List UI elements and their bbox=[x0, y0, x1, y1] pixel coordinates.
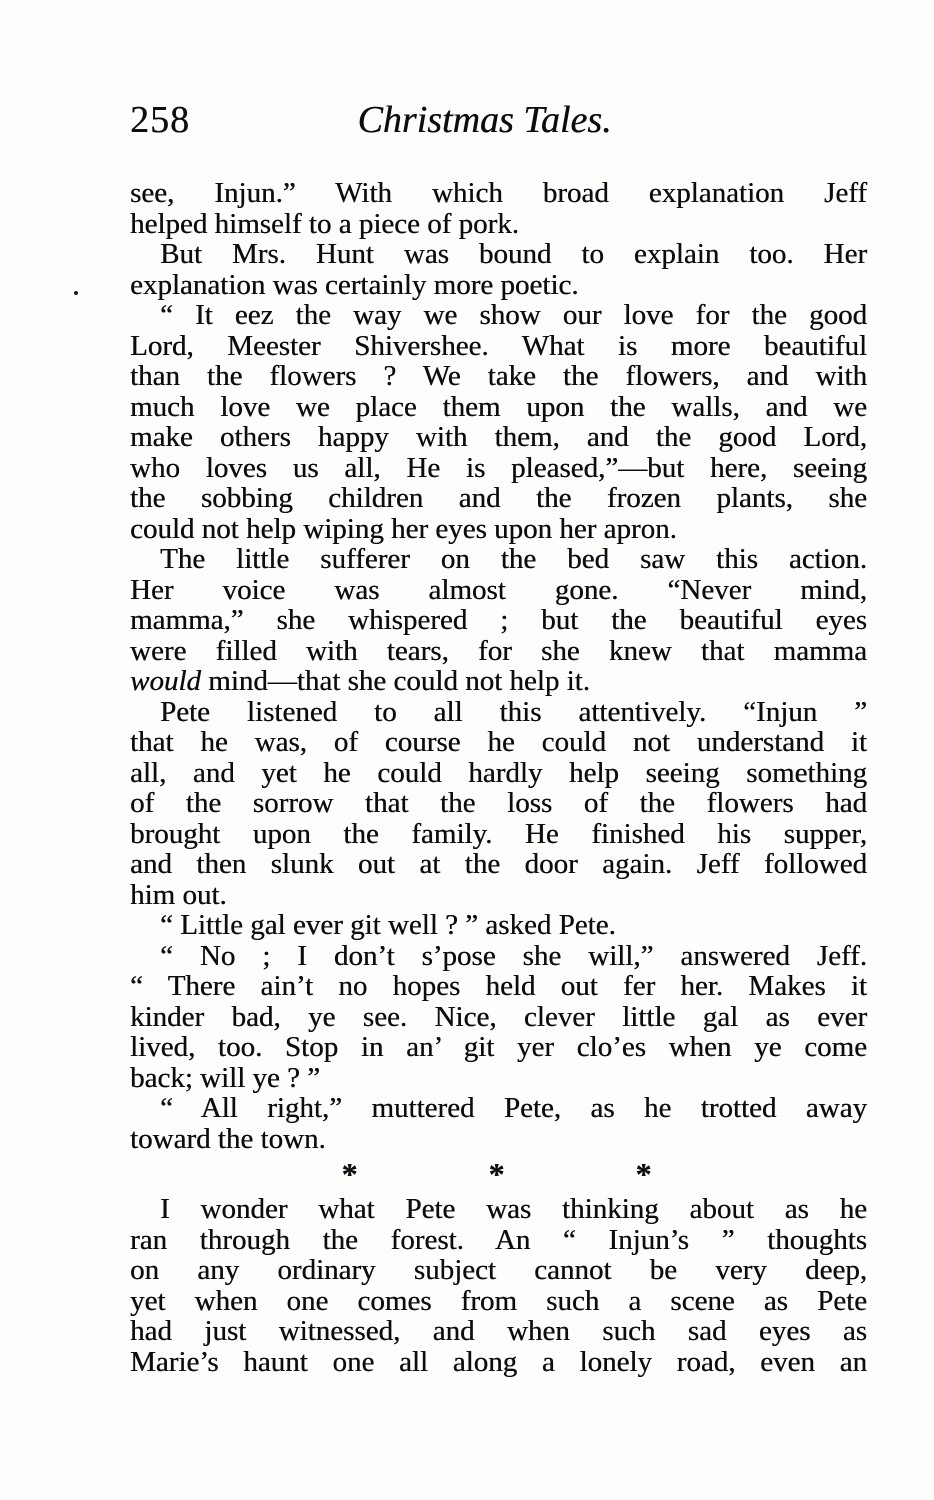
paragraph bbox=[130, 697, 867, 911]
text-line bbox=[130, 758, 867, 789]
paragraph bbox=[130, 941, 867, 1094]
text-segment: mind—that she could not help it. bbox=[200, 665, 590, 697]
text-line bbox=[130, 636, 867, 667]
scan-speck bbox=[74, 291, 78, 295]
text-line bbox=[130, 453, 867, 484]
text-line bbox=[130, 1032, 867, 1063]
paragraph bbox=[130, 1194, 867, 1377]
text-column bbox=[130, 178, 867, 1377]
text-segment: “ It eez the way we show our love for the good bbox=[160, 299, 867, 331]
text-segment: all, and yet he could hardly help seeing something bbox=[130, 756, 867, 789]
paragraph bbox=[130, 300, 867, 544]
text-segment: on any ordinary subject cannot be very deep, bbox=[130, 1254, 867, 1286]
text-segment: much love we place them upon the walls, and we bbox=[130, 390, 867, 423]
text-segment: helped himself to a piece of pork. bbox=[130, 207, 519, 240]
asterisk-icon: * bbox=[341, 1156, 358, 1192]
paragraph bbox=[130, 544, 867, 697]
text-line bbox=[130, 819, 867, 850]
text-line bbox=[130, 392, 867, 423]
text-line bbox=[130, 1286, 867, 1317]
text-line bbox=[130, 697, 867, 728]
text-segment: who loves us all, He is pleased,”—but here, seeing bbox=[130, 451, 867, 484]
text-line bbox=[130, 483, 867, 514]
text-segment: were filled with tears, for she knew that mamma bbox=[130, 634, 867, 667]
text-segment: make others happy with them, and the good Lord, bbox=[130, 421, 867, 453]
text-segment: lived, too. Stop in an’ git yer clo’es when ye come bbox=[130, 1031, 867, 1063]
text-segment: than the flowers ? We take the flowers, and with bbox=[130, 360, 867, 392]
text-line bbox=[130, 666, 867, 697]
italic-text: would bbox=[130, 665, 201, 697]
text-line bbox=[130, 178, 867, 209]
asterisk-icon: * bbox=[488, 1156, 505, 1192]
text-line bbox=[130, 209, 867, 240]
paragraph bbox=[130, 1093, 867, 1154]
text-line bbox=[130, 910, 867, 941]
paragraph bbox=[130, 239, 867, 300]
text-segment: The little sufferer on the bed saw this action. bbox=[160, 543, 867, 575]
text-segment: him out. bbox=[130, 878, 227, 911]
text-line bbox=[130, 880, 867, 911]
text-segment: explanation was certainly more poetic. bbox=[130, 268, 579, 301]
text-segment: “ There ain’t no hopes held out fer her. Makes it bbox=[130, 970, 867, 1002]
text-line bbox=[130, 727, 867, 758]
text-line bbox=[130, 514, 867, 545]
text-line bbox=[130, 1093, 867, 1124]
text-line bbox=[130, 605, 867, 636]
text-segment: could not help wiping her eyes upon her apron. bbox=[130, 512, 677, 545]
text-line bbox=[130, 1194, 867, 1225]
running-title: Christmas Tales. bbox=[357, 99, 612, 141]
text-segment: I wonder what Pete was thinking about as he bbox=[160, 1193, 867, 1225]
text-segment: yet when one comes from such a scene as Pete bbox=[130, 1284, 867, 1317]
text-line bbox=[130, 1316, 867, 1347]
text-segment: Her voice was almost gone. “Never mind, bbox=[130, 573, 867, 606]
text-line bbox=[130, 971, 867, 1002]
text-line bbox=[130, 1063, 867, 1094]
text-line bbox=[130, 544, 867, 575]
text-segment: But Mrs. Hunt was bound to explain too. Her bbox=[160, 238, 867, 270]
text-segment: Pete listened to all this attentively. “Injun ” bbox=[160, 695, 867, 728]
text-segment: back; will ye ? ” bbox=[130, 1061, 321, 1094]
text-segment: “ Little gal ever git well ? ” asked Pete. bbox=[160, 909, 616, 941]
text-line bbox=[130, 575, 867, 606]
asterisk-row bbox=[341, 1156, 652, 1192]
text-line bbox=[130, 1124, 867, 1155]
text-line bbox=[130, 239, 867, 270]
text-section-bottom bbox=[130, 1194, 867, 1377]
text-line bbox=[130, 300, 867, 331]
text-line bbox=[130, 1002, 867, 1033]
text-section-top bbox=[130, 178, 867, 1154]
text-segment: see, Injun.” With which broad explanation Jeff bbox=[130, 177, 867, 209]
text-segment: “ No ; I don’t s’pose she will,” answered Jeff. bbox=[160, 939, 867, 972]
paragraph bbox=[130, 910, 867, 941]
text-line bbox=[130, 788, 867, 819]
text-line bbox=[130, 270, 867, 301]
text-line bbox=[130, 1225, 867, 1256]
text-line bbox=[130, 361, 867, 392]
text-segment: of the sorrow that the loss of the flowers had bbox=[130, 787, 867, 819]
text-line bbox=[130, 422, 867, 453]
text-segment: toward the town. bbox=[130, 1122, 326, 1155]
text-segment: the sobbing children and the frozen plants, she bbox=[130, 482, 867, 514]
text-segment: mamma,” she whispered ; but the beautiful eyes bbox=[130, 604, 867, 636]
text-line bbox=[130, 849, 867, 880]
text-segment: and then slunk out at the door again. Jeff followed bbox=[130, 848, 867, 880]
page-number: 258 bbox=[130, 99, 190, 141]
text-segment: Lord, Meester Shivershee. What is more beautiful bbox=[130, 329, 867, 362]
section-break bbox=[130, 1154, 867, 1194]
text-segment: that he was, of course he could not understand it bbox=[130, 726, 867, 758]
text-segment: Marie’s haunt one all along a lonely road, even an bbox=[130, 1345, 867, 1378]
asterisk-icon: * bbox=[635, 1156, 652, 1192]
text-segment: kinder bad, ye see. Nice, clever little gal as ever bbox=[130, 1000, 867, 1033]
text-line bbox=[130, 941, 867, 972]
text-segment: had just witnessed, and when such sad eyes as bbox=[130, 1315, 867, 1347]
text-segment: “ All right,” muttered Pete, as he trotted away bbox=[160, 1092, 867, 1124]
text-segment: ran through the forest. An “ Injun’s ” thoughts bbox=[130, 1223, 867, 1256]
text-segment: brought upon the family. He finished his supper, bbox=[130, 817, 867, 850]
paragraph bbox=[130, 178, 867, 239]
text-line bbox=[130, 1255, 867, 1286]
text-line bbox=[130, 331, 867, 362]
running-head bbox=[130, 96, 867, 144]
text-line bbox=[130, 1347, 867, 1378]
